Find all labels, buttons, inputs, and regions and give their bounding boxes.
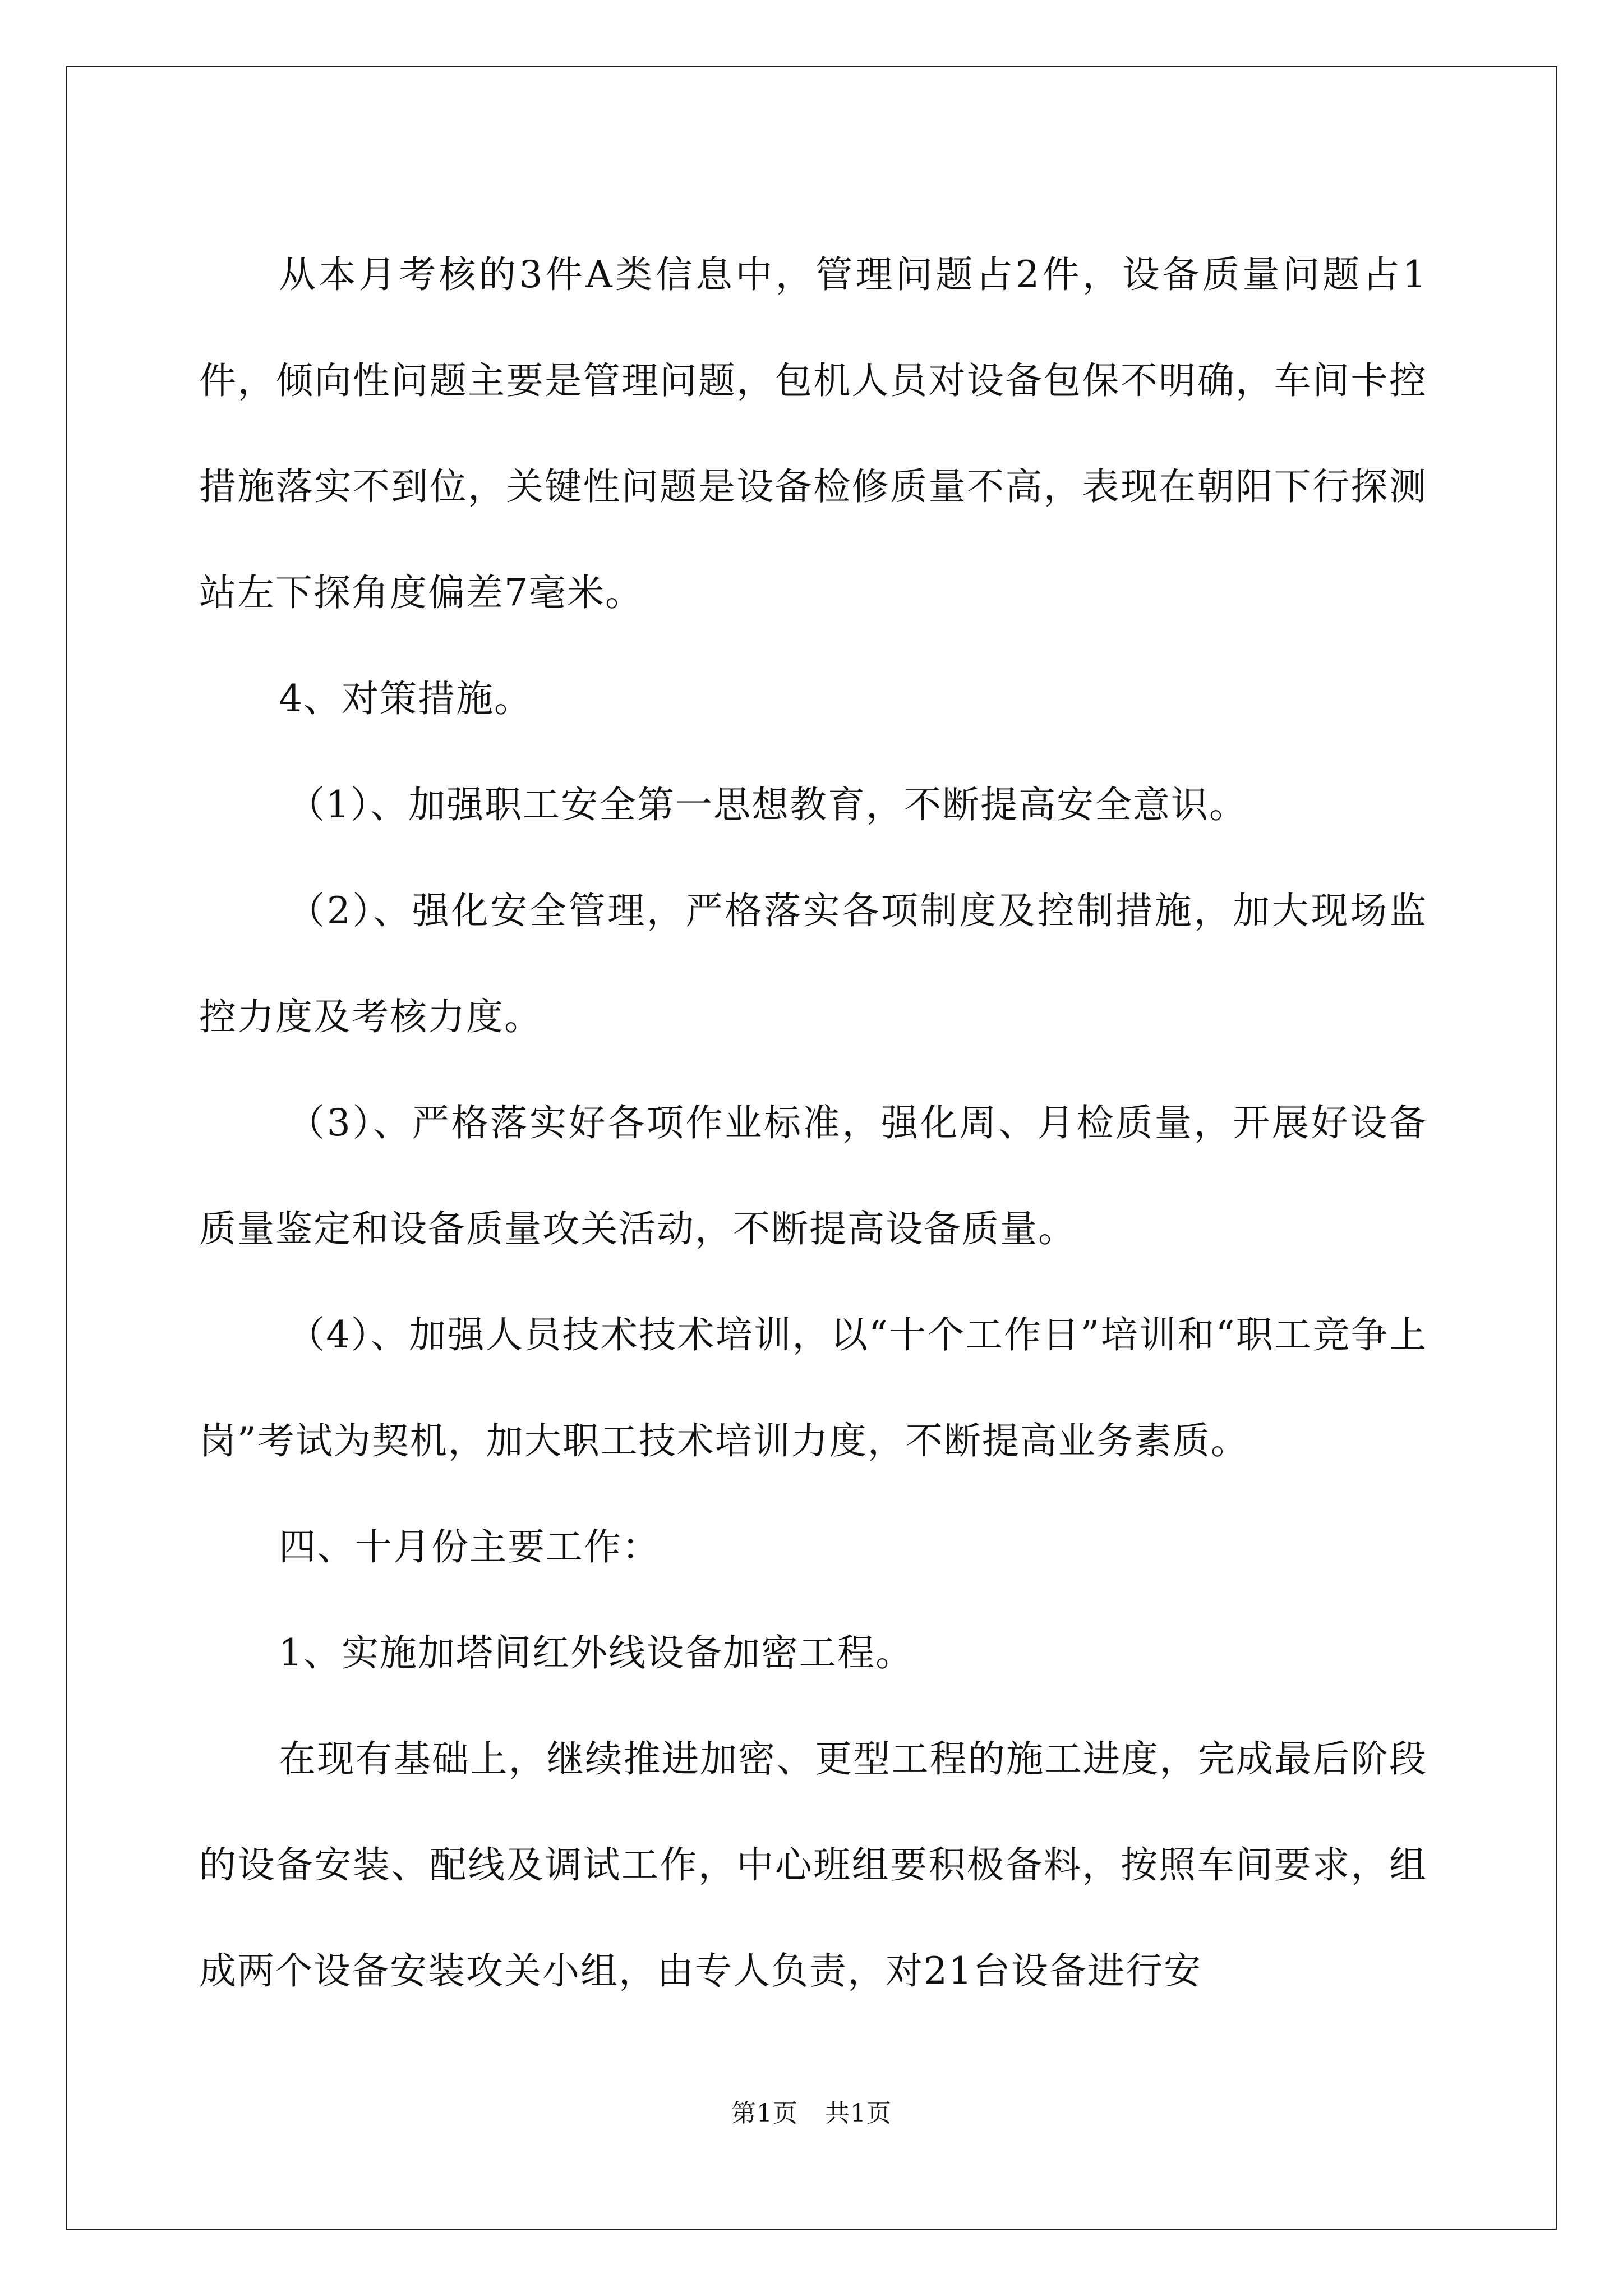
measure-item-3: （3）、严格落实好各项作业标准，强化周、月检质量，开展好设备质量鉴定和设备质量攻关活动，不断提高设备质量。: [199, 1101, 1427, 1250]
page-total: 共1页: [825, 2099, 892, 2128]
page-number: 第1页: [731, 2099, 798, 2128]
work-item-1-title: 1、实施加塔间红外线设备加密工程。: [279, 1631, 914, 1674]
heading-countermeasures: 4、对策措施。: [279, 677, 532, 720]
measure-item-4: （4）、加强人员技术技术培训，以“十个工作日”培训和“职工竞争上岗”考试为契机，加大职工技术培训力度，不断提高业务素质。: [199, 1313, 1427, 1462]
measure-item-2: （2）、强化安全管理，严格落实各项制度及控制措施，加大现场监控力度及考核力度。: [199, 889, 1427, 1038]
paragraph-analysis: 从本月考核的3件A类信息中，管理问题占2件，设备质量问题占1件，倾向性问题主要是管理问题，包机人员对设备包保不明确，车间卡控措施落实不到位，关键性问题是设备检修质量不高，表现在朝阳下行探测站左下探角度偏差7毫米。: [199, 253, 1427, 614]
page-footer: [0, 2097, 1623, 2131]
measure-item-1: （1）、加强职工安全第一思想教育，不断提高安全意识。: [288, 783, 1247, 826]
heading-october-work: 四、十月份主要工作：: [279, 1525, 660, 1568]
document-body: [199, 222, 1427, 2024]
work-item-1-body: 在现有基础上，继续推进加密、更型工程的施工进度，完成最后阶段的设备安装、配线及调试工作，中心班组要积极备料，按照车间要求，组成两个设备安装攻关小组，由专人负责，对21台设备进行安: [199, 1737, 1427, 1993]
